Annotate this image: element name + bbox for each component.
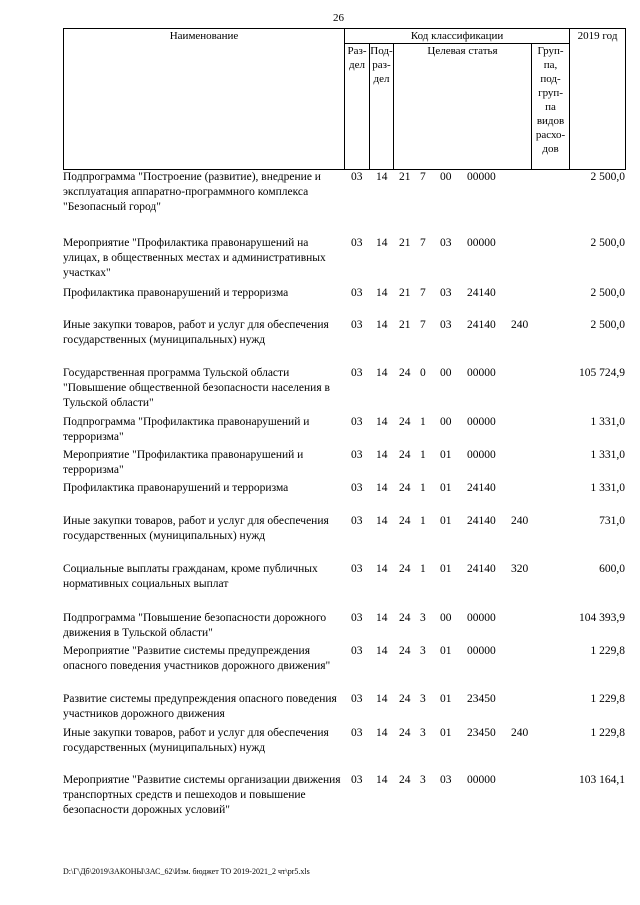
row-program: 24 — [399, 727, 411, 739]
row-program: 24 — [399, 563, 411, 575]
row-name: Профилактика правонарушений и терроризма — [63, 287, 289, 299]
row-subprogram: 7 — [420, 237, 426, 249]
row-name: Профилактика правонарушений и терроризма — [63, 482, 289, 494]
row-program: 24 — [399, 645, 411, 657]
row-subprogram: 1 — [420, 563, 426, 575]
row-razdel: 03 — [351, 645, 363, 657]
row-razdel: 03 — [351, 515, 363, 527]
row-direction: 00 — [440, 367, 452, 379]
row-direction: 01 — [440, 482, 452, 494]
row-amount: 2 500,0 — [590, 319, 625, 331]
row-direction: 00 — [440, 416, 452, 428]
row-razdel: 03 — [351, 482, 363, 494]
row-code: 24140 — [467, 287, 496, 299]
row-direction: 00 — [440, 612, 452, 624]
row-code: 24140 — [467, 319, 496, 331]
row-name: Подпрограмма "Профилактика правонарушений и терроризма" — [63, 416, 310, 443]
row-code: 24140 — [467, 515, 496, 527]
row-razdel: 03 — [351, 727, 363, 739]
row-direction: 01 — [440, 645, 452, 657]
row-name: Мероприятие "Развитие системы организации движения транспортных средств и пешеходов и повышение безопасности дорожных условий" — [63, 774, 341, 816]
row-direction: 03 — [440, 287, 452, 299]
row-name: Государственная программа Тульской области "Повышение общественной безопасности населения в Тульской области" — [63, 367, 330, 409]
row-podrazdel: 14 — [376, 237, 388, 249]
row-razdel: 03 — [351, 563, 363, 575]
row-razdel: 03 — [351, 237, 363, 249]
header-code-group: Код классификации — [345, 29, 570, 44]
row-podrazdel: 14 — [376, 645, 388, 657]
row-subprogram: 7 — [420, 319, 426, 331]
row-direction: 01 — [440, 727, 452, 739]
row-code: 24140 — [467, 563, 496, 575]
row-direction: 01 — [440, 693, 452, 705]
row-podrazdel: 14 — [376, 563, 388, 575]
row-amount: 1 229,8 — [590, 645, 625, 657]
row-razdel: 03 — [351, 449, 363, 461]
row-razdel: 03 — [351, 367, 363, 379]
header-razdel: Раз- дел — [345, 44, 370, 170]
row-podrazdel: 14 — [376, 416, 388, 428]
row-direction: 03 — [440, 774, 452, 786]
row-subprogram: 7 — [420, 287, 426, 299]
table-header — [63, 28, 626, 170]
row-amount: 1 229,8 — [590, 727, 625, 739]
row-razdel: 03 — [351, 612, 363, 624]
row-podrazdel: 14 — [376, 727, 388, 739]
row-amount: 105 724,9 — [579, 367, 625, 379]
row-code: 00000 — [467, 449, 496, 461]
row-direction: 00 — [440, 171, 452, 183]
row-program: 24 — [399, 482, 411, 494]
row-amount: 1 229,8 — [590, 693, 625, 705]
row-razdel: 03 — [351, 774, 363, 786]
row-amount: 1 331,0 — [590, 416, 625, 428]
row-program: 21 — [399, 319, 411, 331]
row-razdel: 03 — [351, 287, 363, 299]
row-subprogram: 1 — [420, 449, 426, 461]
row-code: 23450 — [467, 693, 496, 705]
row-code: 24140 — [467, 482, 496, 494]
row-podrazdel: 14 — [376, 319, 388, 331]
row-name: Мероприятие "Профилактика правонарушений на улицах, в общественных местах и административных участках" — [63, 237, 326, 279]
row-podrazdel: 14 — [376, 774, 388, 786]
row-direction: 01 — [440, 563, 452, 575]
row-program: 24 — [399, 367, 411, 379]
row-program: 21 — [399, 237, 411, 249]
row-podrazdel: 14 — [376, 449, 388, 461]
row-podrazdel: 14 — [376, 515, 388, 527]
row-code: 00000 — [467, 416, 496, 428]
row-amount: 731,0 — [599, 515, 625, 527]
row-expense-type: 240 — [511, 727, 529, 739]
row-subprogram: 1 — [420, 482, 426, 494]
row-program: 24 — [399, 515, 411, 527]
row-program: 24 — [399, 449, 411, 461]
header-podrazdel: Под- раз- дел — [370, 44, 394, 170]
footer-file-path: D:\Г\Дб\2019\ЗАКОНЫ\ЗАС_62\Изм. бюджет ТО 2019-2021_2 чт\pr5.xls — [63, 867, 310, 876]
row-direction: 01 — [440, 515, 452, 527]
row-name: Иные закупки товаров, работ и услуг для обеспечения государственных (муниципальных) нужд — [63, 515, 329, 542]
row-name: Подпрограмма "Построение (развитие), внедрение и эксплуатация аппаратно-программного комплекса "Безопасный город" — [63, 171, 321, 213]
row-amount: 2 500,0 — [590, 171, 625, 183]
row-name: Социальные выплаты гражданам, кроме публичных нормативных социальных выплат — [63, 563, 318, 590]
page-number: 26 — [333, 12, 344, 24]
row-subprogram: 7 — [420, 171, 426, 183]
row-razdel: 03 — [351, 319, 363, 331]
row-subprogram: 3 — [420, 612, 426, 624]
row-subprogram: 3 — [420, 727, 426, 739]
row-subprogram: 1 — [420, 515, 426, 527]
row-expense-type: 240 — [511, 515, 529, 527]
row-program: 24 — [399, 612, 411, 624]
row-code: 23450 — [467, 727, 496, 739]
row-amount: 1 331,0 — [590, 482, 625, 494]
row-podrazdel: 14 — [376, 612, 388, 624]
header-target: Целевая статья — [394, 44, 532, 170]
row-subprogram: 3 — [420, 693, 426, 705]
row-code: 00000 — [467, 645, 496, 657]
row-program: 24 — [399, 693, 411, 705]
row-program: 21 — [399, 171, 411, 183]
row-subprogram: 3 — [420, 645, 426, 657]
row-program: 24 — [399, 416, 411, 428]
row-name: Развитие системы предупреждения опасного поведения участников дорожного движения — [63, 693, 337, 720]
row-code: 00000 — [467, 612, 496, 624]
row-razdel: 03 — [351, 693, 363, 705]
row-program: 24 — [399, 774, 411, 786]
row-name: Иные закупки товаров, работ и услуг для обеспечения государственных (муниципальных) нужд — [63, 727, 329, 754]
row-podrazdel: 14 — [376, 482, 388, 494]
header-group: Груп- па, под- груп- па видов расхо- дов — [532, 44, 570, 170]
row-direction: 03 — [440, 319, 452, 331]
row-amount: 2 500,0 — [590, 287, 625, 299]
row-amount: 104 393,9 — [579, 612, 625, 624]
header-year: 2019 год — [570, 29, 626, 170]
row-name: Мероприятие "Развитие системы предупреждения опасного поведения участников дорожного движения" — [63, 645, 331, 672]
row-direction: 01 — [440, 449, 452, 461]
row-expense-type: 240 — [511, 319, 529, 331]
row-program: 21 — [399, 287, 411, 299]
row-code: 00000 — [467, 237, 496, 249]
row-razdel: 03 — [351, 416, 363, 428]
row-direction: 03 — [440, 237, 452, 249]
header-name: Наименование — [64, 29, 345, 170]
row-subprogram: 0 — [420, 367, 426, 379]
row-subprogram: 3 — [420, 774, 426, 786]
row-name: Мероприятие "Профилактика правонарушений и терроризма" — [63, 449, 304, 476]
row-podrazdel: 14 — [376, 287, 388, 299]
row-razdel: 03 — [351, 171, 363, 183]
row-podrazdel: 14 — [376, 367, 388, 379]
row-amount: 103 164,1 — [579, 774, 625, 786]
row-name: Подпрограмма "Повышение безопасности дорожного движения в Тульской области" — [63, 612, 327, 639]
row-podrazdel: 14 — [376, 693, 388, 705]
row-code: 00000 — [467, 367, 496, 379]
row-expense-type: 320 — [511, 563, 529, 575]
row-podrazdel: 14 — [376, 171, 388, 183]
row-amount: 600,0 — [599, 563, 625, 575]
row-subprogram: 1 — [420, 416, 426, 428]
row-amount: 2 500,0 — [590, 237, 625, 249]
row-code: 00000 — [467, 774, 496, 786]
row-code: 00000 — [467, 171, 496, 183]
row-name: Иные закупки товаров, работ и услуг для обеспечения государственных (муниципальных) нужд — [63, 319, 329, 346]
row-amount: 1 331,0 — [590, 449, 625, 461]
